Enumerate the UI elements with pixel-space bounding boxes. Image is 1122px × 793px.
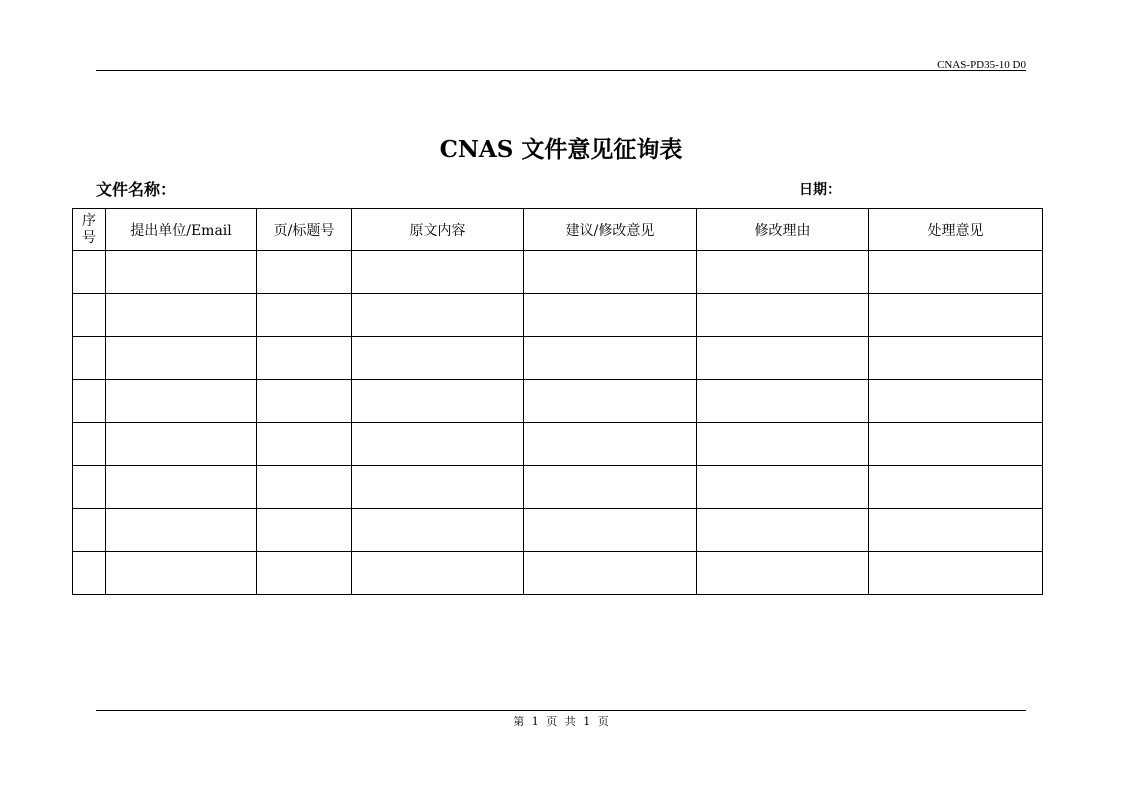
page-title: CNAS 文件意见征询表 [439,136,683,163]
cell-reason [697,423,869,466]
cell-seq [73,294,106,337]
cell-seq [73,552,106,595]
cell-handling [869,380,1043,423]
cell-suggestion [524,552,697,595]
cell-handling [869,552,1043,595]
document-code: CNAS-PD35-10 D0 [937,59,1026,71]
cell-submitter [106,552,257,595]
file-name-label: 文件名称： [96,180,177,199]
column-header-seq-bottom: 号 [82,229,96,246]
cell-page-title [257,509,352,552]
cell-reason [697,466,869,509]
cell-reason [697,251,869,294]
cell-seq [73,509,106,552]
cell-suggestion [524,380,697,423]
cell-submitter [106,466,257,509]
table-body [73,251,1043,595]
column-header-seq [73,209,106,251]
cell-reason [697,552,869,595]
cell-handling [869,294,1043,337]
cell-handling [869,251,1043,294]
cell-seq [73,251,106,294]
cell-handling [869,423,1043,466]
cell-original [352,294,524,337]
cell-seq [73,380,106,423]
table-row [73,423,1043,466]
column-header-handling: 处理意见 [869,209,1043,251]
date-label: 日期： [799,182,841,198]
cell-submitter [106,509,257,552]
table-row [73,509,1043,552]
table-row [73,380,1043,423]
cell-suggestion [524,294,697,337]
column-header-original: 原文内容 [352,209,524,251]
cell-page-title [257,337,352,380]
table-row [73,294,1043,337]
cell-original [352,251,524,294]
cell-reason [697,337,869,380]
cell-page-title [257,294,352,337]
cell-original [352,423,524,466]
cell-original [352,380,524,423]
cell-original [352,337,524,380]
cell-reason [697,509,869,552]
cell-submitter [106,337,257,380]
column-header-submitter: 提出单位/Email [106,209,257,251]
cell-submitter [106,423,257,466]
cell-seq [73,466,106,509]
cell-seq [73,423,106,466]
column-header-suggestion: 建议/修改意见 [524,209,697,251]
column-header-page-title: 页/标题号 [257,209,352,251]
cell-suggestion [524,509,697,552]
footer-rule [96,710,1026,711]
cell-handling [869,466,1043,509]
column-header-seq-top: 序 [82,212,96,229]
column-header-reason: 修改理由 [697,209,869,251]
cell-page-title [257,466,352,509]
cell-submitter [106,294,257,337]
table-row [73,337,1043,380]
table-header-row [73,209,1043,251]
cell-reason [697,294,869,337]
cell-original [352,509,524,552]
cell-handling [869,337,1043,380]
cell-original [352,466,524,509]
page-number: 第 1 页 共 1 页 [513,715,609,728]
cell-page-title [257,423,352,466]
cell-page-title [257,380,352,423]
table-row [73,466,1043,509]
table-row [73,552,1043,595]
cell-suggestion [524,337,697,380]
cell-suggestion [524,423,697,466]
cell-seq [73,337,106,380]
header-rule [96,70,1026,71]
cell-submitter [106,380,257,423]
cell-handling [869,509,1043,552]
comment-table [72,208,1043,595]
cell-original [352,552,524,595]
cell-suggestion [524,251,697,294]
cell-reason [697,380,869,423]
table-row [73,251,1043,294]
cell-suggestion [524,466,697,509]
cell-page-title [257,251,352,294]
cell-submitter [106,251,257,294]
cell-page-title [257,552,352,595]
